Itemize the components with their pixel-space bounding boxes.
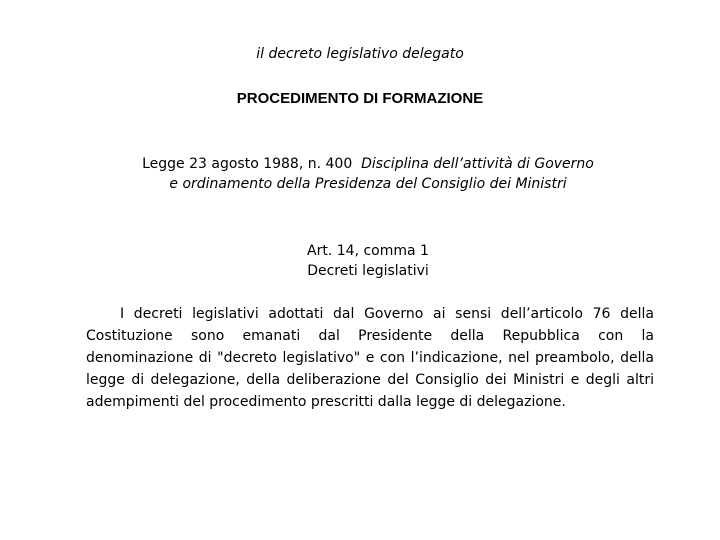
article-body: I decreti legislativi adottati dal Governo ai sensi dell’articolo 76 della Costituzione sono emanati dal Presidente della Repubblica con la denominazione di "decreto legislativo" e con l’indicazione, nel preambolo, della legge di delegazione, della deliberazione del Consiglio dei Ministri e degli altri adempimenti del procedimento prescritti dalla legge di delegazione.	[86, 306, 654, 410]
law-reference: Legge 23 agosto 1988, n. 400	[142, 156, 353, 172]
slide-title: PROCEDIMENTO DI FORMAZIONE	[236, 90, 484, 107]
article-title: Decreti legislativi	[307, 263, 429, 279]
article-number: Art. 14, comma 1	[307, 243, 429, 259]
law-line-1	[0, 154, 720, 174]
slide-subtitle: il decreto legislativo delegato	[256, 46, 464, 62]
law-description-line1: Disciplina dell’attività di Governo	[361, 156, 594, 172]
law-citation	[0, 154, 720, 194]
law-description-line2: e ordinamento della Presidenza del Consiglio dei Ministri	[169, 176, 567, 192]
article-heading	[0, 241, 720, 281]
